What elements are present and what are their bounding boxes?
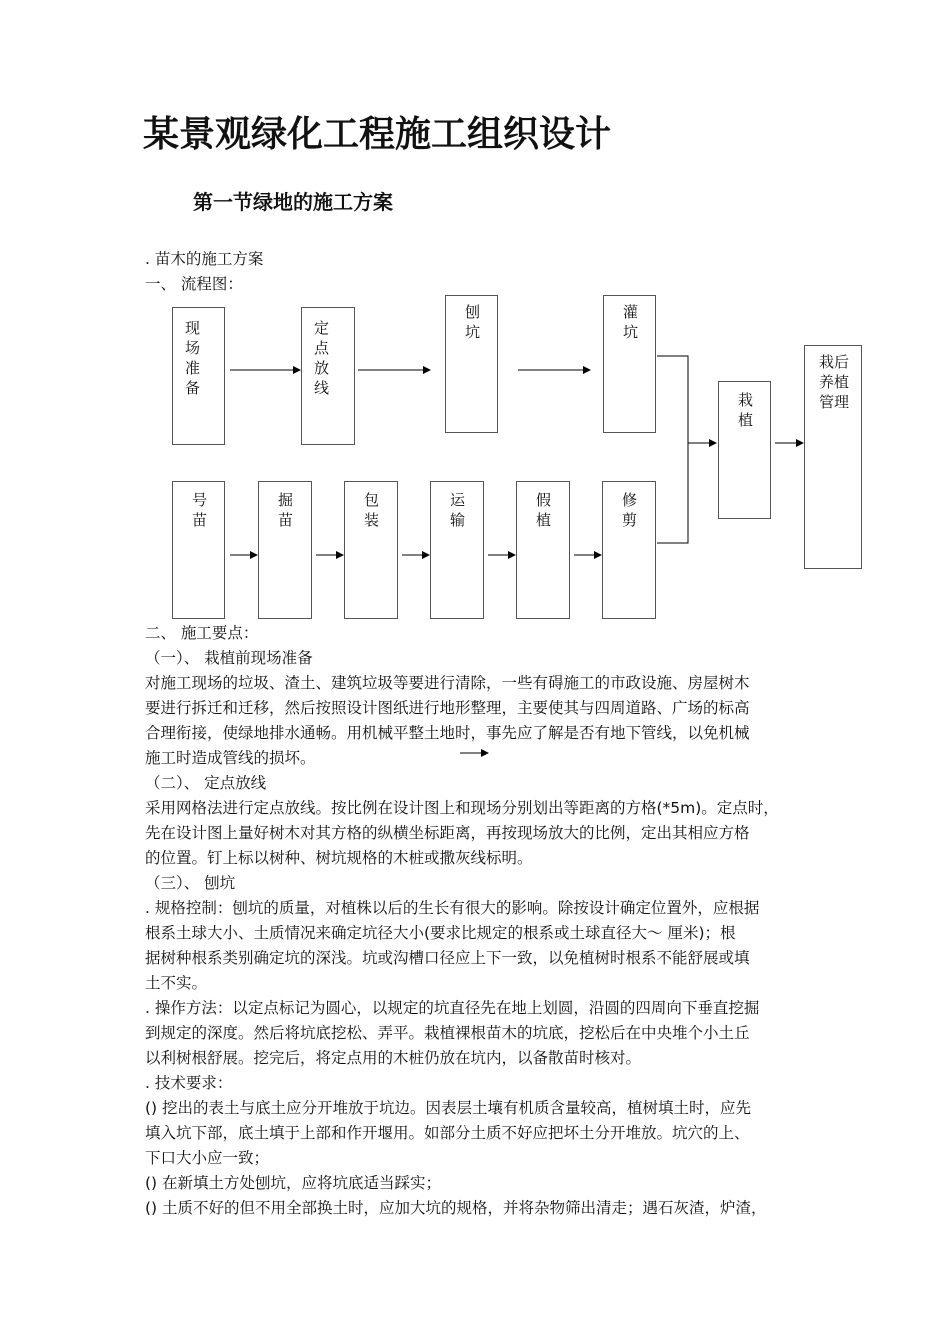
paragraph-line: 施工时造成管线的损坏。 [145,749,316,767]
flow-box-dig-seedling [258,481,312,619]
paragraph-line: 以利树根舒展。挖完后，将定点用的木桩仍放在坑内，以备散苗时核对。 [145,1049,642,1067]
flow-box-dig [445,295,498,433]
heading-seedling-plan: . 苗木的施工方案 [145,250,264,268]
flow-label: 修剪 [622,491,638,529]
subheading-dig: （三）、 刨坑 [145,874,236,892]
flow-label: 栽后养植管理 [818,353,849,411]
subheading-staking: （二）、 定点放线 [145,774,267,792]
paragraph-line: () 挖出的表土与底土应分开堆放于坑边。因表层土壤有机质含量较高，植树填土时，应先 [145,1099,752,1117]
paragraph-line: 根系土球大小、土质情况来确定坑径大小(要求比规定的根系或土球直径大～ 厘米)；根 [145,924,736,942]
flow-label: 灌坑 [623,303,639,341]
paragraph-line: 先在设计图上量好树木对其方格的纵横坐标距离，再按现场放大的比例，定出其相应方格 [145,824,750,842]
paragraph-line: 要进行拆迁和迁移，然后按照设计图纸进行地形整理，主要使其与四周道路、广场的标高 [145,699,750,717]
flow-label: 现场准备 [185,319,201,397]
paragraph-line: . 规格控制：刨坑的质量，对植株以后的生长有很大的影响。除按设计确定位置外，应根据 [145,899,760,917]
paragraph-line: 采用网格法进行定点放线。按比例在设计图上和现场分别划出等距离的方格(*5m)。定点时， [145,799,779,817]
flow-box-staking [301,307,355,445]
paragraph-line: 的位置。钉上标以树种、树坑规格的木桩或撒灰线标明。 [145,849,533,867]
paragraph-line: 对施工现场的垃圾、渣土、建筑垃圾等要进行清除，一些有碍施工的市政设施、房屋树木 [145,674,750,692]
section-title: 第一节绿地的施工方案 [193,190,393,214]
flow-box-site-prep [172,307,225,445]
paragraph-line: 到规定的深度。然后将坑底挖松、弄平。栽植裸根苗木的坑底，挖松后在中央堆个小土丘 [145,1024,750,1042]
flow-label: 栽植 [738,391,754,429]
flow-label: 号苗 [192,491,208,529]
paragraph-line: . 操作方法：以定点标记为圆心，以规定的坑直径先在地上划圆，沿圆的四周向下垂直挖掘 [145,999,760,1017]
flow-box-heel-in [516,481,570,619]
flow-box-after-care [804,345,862,569]
flow-box-irrigate [603,295,656,433]
document-title: 某景观绿化工程施工组织设计 [143,113,612,155]
flow-box-pack [344,481,398,619]
flow-label: 定点放线 [314,319,330,397]
heading-key-points: 二、 施工要点： [145,624,259,642]
flow-label: 掘苗 [278,491,294,529]
paragraph-line: 据树种根系类别确定坑的深浅。坑或沟槽口径应上下一致，以免植树时根系不能舒展或填 [145,949,750,967]
paragraph-line: 合理衔接，使绿地排水通畅。用机械平整土地时，事先应了解是否有地下管线，以免机械 [145,724,750,742]
flow-label: 刨坑 [465,303,481,341]
paragraph-line: 下口大小应一致； [145,1149,270,1167]
paragraph-line: 土不实。 [145,974,208,992]
flow-box-prune [602,481,656,619]
flow-label: 运输 [450,491,466,529]
flow-box-number [172,481,225,619]
paragraph-line: () 在新填土方处刨坑，应将坑底适当踩实； [145,1174,442,1192]
subheading-site-prep: （一）、 栽植前现场准备 [145,649,313,667]
flow-label: 包装 [364,491,380,529]
paragraph-line: 填入坑下部，底土填于上部和作开堰用。如部分土质不好应把坏土分开堆放。坑穴的上、 [145,1124,750,1142]
heading-flowchart: 一、 流程图： [145,275,243,293]
flow-label: 假植 [536,491,552,529]
paragraph-line: . 技术要求： [145,1074,233,1092]
flow-box-transport [430,481,484,619]
paragraph-line: () 土质不好的但不用全部换土时，应加大坑的规格，并将杂物筛出清走；遇石灰渣，炉渣， [145,1199,767,1217]
flow-box-plant [718,381,771,519]
